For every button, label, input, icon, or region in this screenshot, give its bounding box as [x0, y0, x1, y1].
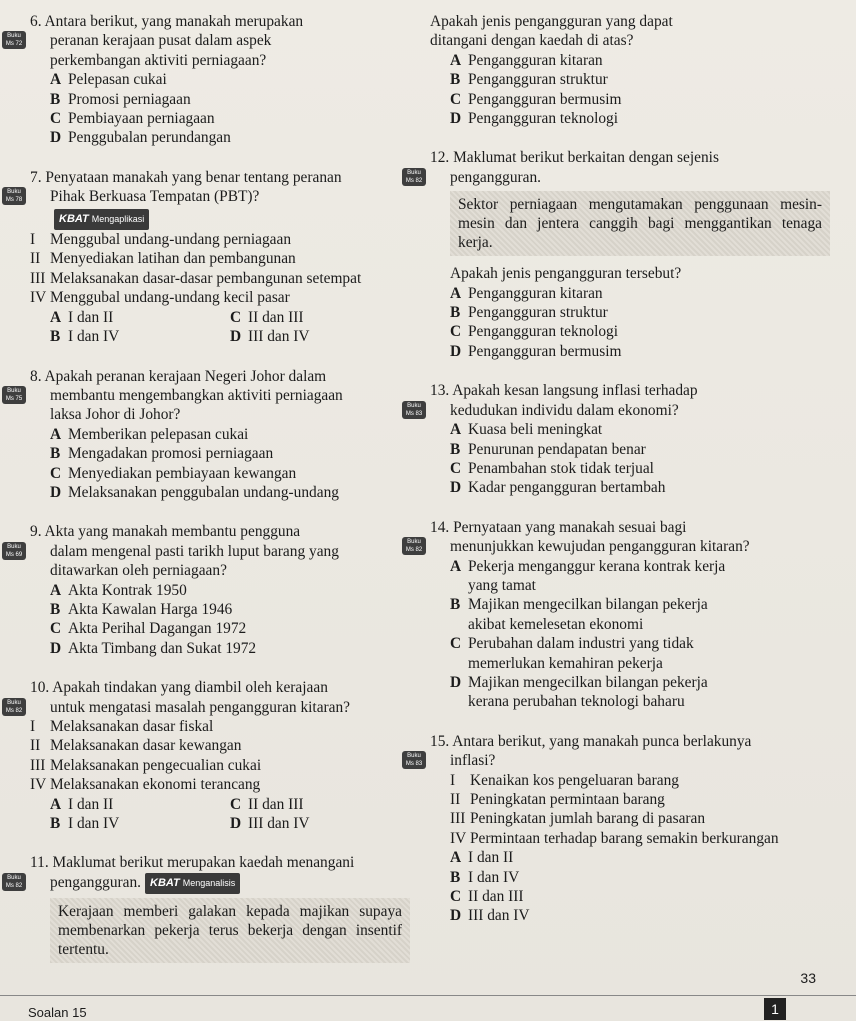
question-number: 6.: [30, 13, 42, 30]
option-a[interactable]: A I dan II: [450, 849, 514, 867]
option-d[interactable]: D Pengangguran teknologi: [450, 110, 619, 128]
option-a[interactable]: A Pengangguran kitaran: [450, 284, 603, 302]
option-a[interactable]: A I dan II: [50, 795, 114, 813]
question-14: 14. Pernyataan yang manakah sesuai bagi Buku Ms 82 menunjukkan kewujudan pengangguran kitaran? A Pekerja menganggur kerana kontrak kerja yang tamat B Majikan mengecilkan bilangan pekerja akibat kemelesetan ekonomi C Perubahan dalam industri yang tidak memerlukan kemahiran pekerja D Majikan mengecilkan bilangan pekerja kerana perubahan teknologi baharu: [430, 518, 830, 712]
question-15: 15. Antara berikut, yang manakah punca berlakunya Buku Ms 83 inflasi? I Kenaikan kos pengeluaran barang II Peningkatan permintaan barang III Peningkatan jumlah barang di pasaran IV Permintaan terhadap barang semakin berkurangan A I dan II B I dan IV C II dan III D III dan IV: [430, 732, 830, 926]
option-d[interactable]: D Akta Timbang dan Sukat 1972: [50, 639, 257, 657]
option-d[interactable]: D Pengangguran bermusim: [450, 342, 622, 360]
option-c[interactable]: C Perubahan dalam industri yang tidak memerlukan kemahiran pekerja: [450, 635, 694, 672]
statement-3: III Melaksanakan pengecualian cukai: [30, 756, 262, 774]
option-b[interactable]: B Pengangguran struktur: [450, 304, 608, 322]
option-b[interactable]: B Majikan mengecilkan bilangan pekerja akibat kemelesetan ekonomi: [450, 596, 708, 633]
statement-4: IV Menggubal undang-undang kecil pasar: [30, 289, 290, 307]
option-a[interactable]: A Memberikan pelepasan cukai: [50, 425, 249, 443]
question-11: 11. Maklumat berikut merupakan kaedah menangani Buku Ms 82 pengangguran. KBAT Menganalisis Kerajaan memberi galakan kepada majikan supaya membenarkan pekerja terus bekerja dengan insentif tertentu.: [30, 853, 410, 963]
footer-divider: [0, 995, 856, 996]
question-6: 6. Antara berikut, yang manakah merupakan Buku Ms 72 peranan kerajaan pusat dalam aspek perkembangan aktiviti perniagaan? A Pelepasan cukai B Promosi perniagaan C Pembiayaan perniagaan D Penggubalan perundangan: [30, 12, 410, 148]
kbat-tag: KBAT Mengaplikasi: [54, 209, 149, 230]
option-c[interactable]: C Pengangguran bermusim: [450, 90, 622, 108]
option-c[interactable]: C II dan III: [450, 888, 524, 906]
chapter-marker-icon: 1: [764, 998, 786, 1020]
option-d[interactable]: D Melaksanakan penggubalan undang-undang: [50, 483, 339, 501]
question-9: 9. Akta yang manakah membantu pengguna Buku Ms 69 dalam mengenal pasti tarikh luput barang yang ditawarkan oleh perniagaan? A Akta Kontrak 1950 B Akta Kawalan Harga 1946 C Akta Perihal Dagangan 1972 D Akta Timbang dan Sukat 1972: [30, 522, 410, 658]
page-number: 33: [800, 970, 816, 986]
statement-1: I Melaksanakan dasar fiskal: [30, 718, 214, 735]
option-c[interactable]: C II dan III: [230, 308, 304, 326]
statement-1: I Menggubal undang-undang perniagaan: [30, 231, 292, 249]
option-c[interactable]: C Menyediakan pembiayaan kewangan: [50, 464, 297, 482]
option-a[interactable]: A Pekerja menganggur kerana kontrak kerja yang tamat: [450, 557, 726, 594]
option-d[interactable]: D Majikan mengecilkan bilangan pekerja kerana perubahan teknologi baharu: [450, 673, 708, 711]
option-c[interactable]: C Pengangguran teknologi: [450, 323, 619, 341]
page-ref-badge: Buku Ms 78: [2, 187, 26, 205]
option-d[interactable]: D Kadar pengangguran bertambah: [450, 479, 666, 497]
question-12: 12. Maklumat berikut berkaitan dengan sejenis Buku Ms 82 pengangguran. Sektor perniagaan mengutamakan penggunaan mesin-mesin dan jentera canggih bagi menggantikan tenaga kerja. Apakah jenis pengangguran tersebut? A Pengangguran kitaran B Pengangguran struktur C Pengangguran teknologi D Pengangguran bermusim: [430, 148, 830, 361]
page-ref-badge: Buku Ms 82: [2, 698, 26, 716]
footer-label: Soalan 15: [28, 1005, 87, 1020]
option-a[interactable]: A Pelepasan cukai: [50, 71, 167, 89]
page-ref-badge: Buku Ms 83: [402, 751, 426, 769]
question-10: 10. Apakah tindakan yang diambil oleh kerajaan Buku Ms 82 untuk mengatasi masalah pengangguran kitaran? I Melaksanakan dasar fiskal II Melaksanakan dasar kewangan III Melaksanakan pengecualian cukai IV Melaksanakan ekonomi terancang A I dan II C II dan III B I dan IV D III dan IV: [30, 678, 410, 833]
option-c[interactable]: C Pembiayaan perniagaan: [50, 110, 215, 128]
statement-2: II Menyediakan latihan dan pembangunan: [30, 250, 296, 268]
option-b[interactable]: B Akta Kawalan Harga 1946: [50, 600, 233, 618]
page-ref-badge: Buku Ms 82: [2, 873, 26, 891]
option-c[interactable]: C Penambahan stok tidak terjual: [450, 459, 654, 477]
option-b[interactable]: B I dan IV: [450, 868, 520, 886]
right-column: [405, 12, 830, 946]
left-column: [5, 12, 410, 983]
question-11-continued: Apakah jenis pengangguran yang dapat ditangani dengan kaedah di atas? A Pengangguran kitaran B Pengangguran struktur C Pengangguran bermusim D Pengangguran teknologi: [430, 12, 830, 128]
page-ref-badge: Buku Ms 75: [2, 386, 26, 404]
option-b[interactable]: B Pengangguran struktur: [450, 71, 608, 89]
statement-3: III Melaksanakan dasar-dasar pembangunan setempat: [30, 269, 362, 287]
page-ref-badge: Buku Ms 72: [2, 31, 26, 49]
statement-2: II Peningkatan permintaan barang: [450, 791, 665, 808]
option-c[interactable]: C II dan III: [230, 795, 304, 813]
question-13: 13. Apakah kesan langsung inflasi terhadap Buku Ms 83 kedudukan individu dalam ekonomi? A Kuasa beli meningkat B Penurunan pendapatan benar C Penambahan stok tidak terjual D Kadar pengangguran bertambah: [430, 381, 830, 497]
option-d[interactable]: D III dan IV: [230, 328, 310, 346]
option-b[interactable]: B I dan IV: [50, 328, 120, 346]
kbat-tag: KBAT Menganalisis: [145, 873, 240, 894]
option-d[interactable]: D III dan IV: [230, 815, 310, 833]
option-b[interactable]: B Penurunan pendapatan benar: [450, 440, 646, 458]
page-ref-badge: Buku Ms 83: [402, 401, 426, 419]
option-a[interactable]: A Akta Kontrak 1950: [50, 581, 187, 599]
info-box: Sektor perniagaan mengutamakan penggunaan mesin-mesin dan jentera canggih bagi menggantikan tenaga kerja.: [450, 191, 830, 256]
statement-1: I Kenaikan kos pengeluaran barang: [450, 771, 679, 789]
statement-4: IV Permintaan terhadap barang semakin berkurangan: [450, 829, 779, 847]
info-box: Kerajaan memberi galakan kepada majikan supaya membenarkan pekerja terus bekerja dengan insentif tertentu.: [50, 898, 410, 963]
option-c[interactable]: C Akta Perihal Dagangan 1972: [50, 620, 247, 638]
option-b[interactable]: B I dan IV: [50, 815, 120, 833]
statement-2: II Melaksanakan dasar kewangan: [30, 737, 242, 755]
question-8: 8. Apakah peranan kerajaan Negeri Johor dalam Buku Ms 75 membantu mengembangkan aktiviti perniagaan laksa Johor di Johor? A Memberikan pelepasan cukai B Mengadakan promosi perniagaan C Menyediakan pembiayaan kewangan D Melaksanakan penggubalan undang-undang: [30, 367, 410, 503]
statement-4: IV Melaksanakan ekonomi terancang: [30, 776, 261, 794]
option-a[interactable]: A Pengangguran kitaran: [450, 51, 603, 69]
option-a[interactable]: A I dan II: [50, 308, 114, 326]
option-d[interactable]: D Penggubalan perundangan: [50, 129, 231, 147]
question-7: 7. Penyataan manakah yang benar tentang peranan Buku Ms 78 Pihak Berkuasa Tempatan (PBT)? KBAT Mengaplikasi I Menggubal undang-undang perniagaan II Menyediakan latihan dan pembangunan III Melaksanakan dasar-dasar pembangunan setempat IV Menggubal undang-undang kecil pasar A I dan II C II dan III B I dan IV D III dan IV: [30, 168, 410, 347]
statement-3: III Peningkatan jumlah barang di pasaran: [450, 810, 706, 828]
option-a[interactable]: A Kuasa beli meningkat: [450, 421, 603, 439]
option-d[interactable]: D III dan IV: [450, 907, 530, 925]
page-ref-badge: Buku Ms 69: [2, 542, 26, 560]
page-ref-badge: Buku Ms 82: [402, 537, 426, 555]
option-b[interactable]: B Promosi perniagaan: [50, 90, 191, 108]
page-ref-badge: Buku Ms 82: [402, 168, 426, 186]
option-b[interactable]: B Mengadakan promosi perniagaan: [50, 445, 274, 463]
